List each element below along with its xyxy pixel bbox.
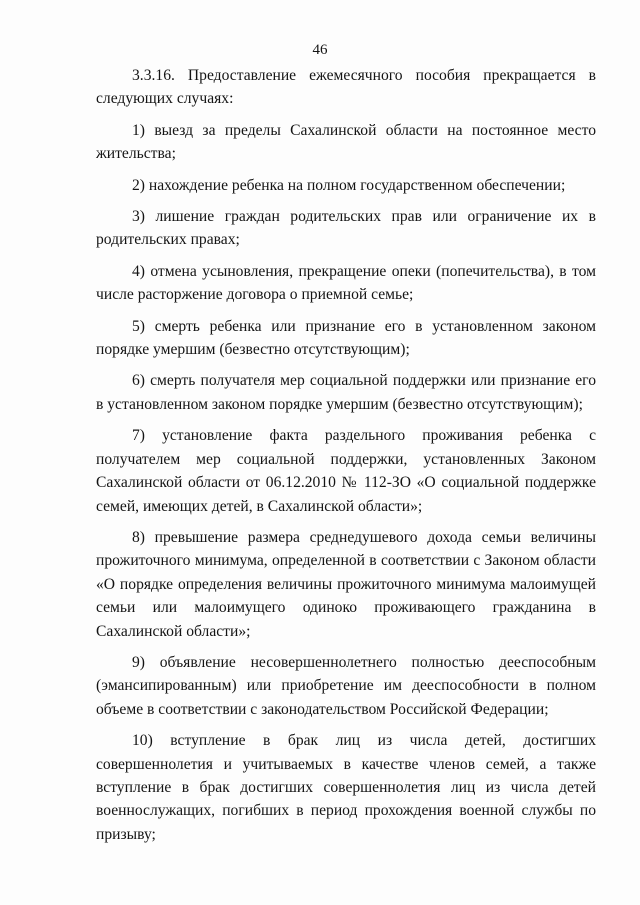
paragraph-item-2: 2) нахождение ребенка на полном государственном обеспечении; bbox=[132, 176, 566, 194]
paragraph-intro: 3.3.16. Предоставление ежемесячного пособия прекращается в следующих случаях: bbox=[96, 67, 596, 108]
paragraph-item-6: 6) смерть получателя мер социальной поддержки или признание его в установленном законом порядке умершим (безвестно отсутствующим); bbox=[96, 372, 596, 413]
paragraph-item-10: 10) вступление в брак лиц из числа детей, достигших совершеннолетия и учитываемых в качестве членов семей, а также вступление в брак достигших совершеннолетия лиц из числа детей военнослужащих, погибших в период прохождения военной службы по призыву; bbox=[96, 732, 596, 843]
paragraph-item-9: 9) объявление несовершеннолетнего полностью дееспособным (эмансипированным) или приобретение им дееспособности в полном объеме в соответствии с законодательством Российской Федерации; bbox=[96, 653, 596, 718]
document-body bbox=[96, 64, 596, 854]
paragraph-item-7: 7) установление факта раздельного проживания ребенка с получателем мер социальной поддержки, установленных Законом Сахалинской области от 06.12.2010 № 112-ЗО «О социальной поддержке семей, имеющих детей, в Сахалинской области»; bbox=[96, 427, 596, 515]
paragraph-item-5: 5) смерть ребенка или признание его в установленном законом порядке умершим (безвестно отсутствующим); bbox=[96, 317, 596, 359]
paragraph-item-8: 8) превышение размера среднедушевого дохода семьи величины прожиточного минимума, определенной в соответствии с Законом области «О порядке определения величины прожиточного минимума малоимущей семьи или малоимущего одиноко проживающего гражданина в Сахалинской области»; bbox=[96, 528, 596, 640]
paragraph-item-4: 4) отмена усыновления, прекращение опеки (попечительства), в том числе расторжение договора о приемной семье; bbox=[96, 262, 596, 304]
page-number: 46 bbox=[312, 42, 328, 58]
paragraph-item-3: 3) лишение граждан родительских прав или ограничение их в родительских правах; bbox=[96, 208, 596, 249]
paragraph-item-1: 1) выезд за пределы Сахалинской области на постоянное место жительства; bbox=[96, 121, 596, 163]
